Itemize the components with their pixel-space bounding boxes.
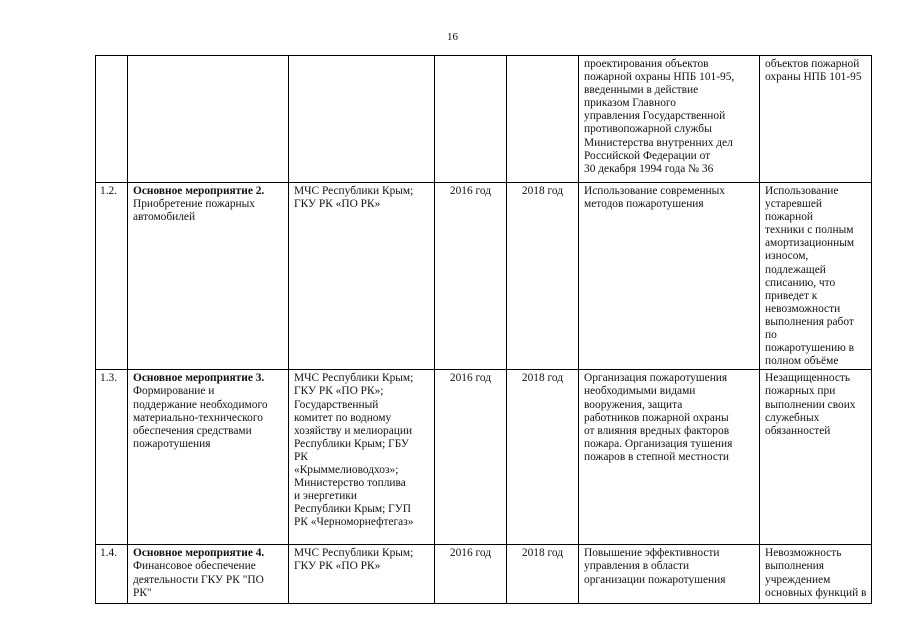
- start-year-cell: 2016 год: [435, 545, 507, 604]
- program-events-table: [95, 55, 872, 604]
- event-description: Формирование и поддержание необходимого материально-технического обеспечения средствами пожаротушения: [133, 385, 268, 450]
- start-year-cell: [435, 56, 507, 183]
- start-year-cell: 2016 год: [435, 370, 507, 545]
- row-number-cell: [96, 56, 128, 183]
- expected-result-cell: Организация пожаротушения необходимыми видами вооружения, защита работников пожарной охраны от влияния вредных факторов пожара. Организация тушения пожаров в степной местности: [579, 370, 760, 545]
- executor-cell: МЧС Республики Крым; ГКУ РК «ПО РК»: [289, 545, 435, 604]
- expected-result-cell: Повышение эффективности управления в области организации пожаротушения: [579, 545, 760, 604]
- table-row: [96, 183, 872, 370]
- start-year-cell: 2016 год: [435, 183, 507, 370]
- event-cell: [128, 183, 289, 370]
- event-description: Приобретение пожарных автомобилей: [133, 198, 255, 224]
- expected-result-cell: проектирования объектов пожарной охраны НПБ 101-95, введенными в действие приказом Главного управления Государственной противопожарной службы Министерства внутренних дел Российской Федерации от 30 декабря 1994 года № 36: [579, 56, 760, 183]
- end-year-cell: [507, 56, 579, 183]
- consequence-cell: Невозможность выполнения учреждением основных функций в: [760, 545, 872, 604]
- executor-cell: МЧС Республики Крым; ГКУ РК «ПО РК»: [289, 183, 435, 370]
- end-year-cell: 2018 год: [507, 183, 579, 370]
- event-description: Финансовое обеспечение деятельности ГКУ РК "ПО РК": [133, 560, 264, 599]
- end-year-cell: 2018 год: [507, 370, 579, 545]
- row-number-cell: 1.3.: [96, 370, 128, 545]
- page-number: 16: [447, 31, 458, 43]
- event-cell: [128, 370, 289, 545]
- executor-cell: МЧС Республики Крым; ГКУ РК «ПО РК»; Государственный комитет по водному хозяйству и мелиорации Республики Крым; ГБУ РК «Крыммелиоводхоз»; Министерство топлива и энергетики Республики Крым; ГУП РК «Черноморнефтегаз»: [289, 370, 435, 545]
- event-cell: [128, 56, 289, 183]
- consequence-cell: Использование устаревшей пожарной техники с полным амортизационным износом, подлежащей списанию, что приведет к невозможности выполнения работ по пожаротушению в полном объёме: [760, 183, 872, 370]
- consequence-cell: объектов пожарной охраны НПБ 101-95: [760, 56, 872, 183]
- row-number-cell: 1.2.: [96, 183, 128, 370]
- table-row: [96, 545, 872, 604]
- executor-cell: [289, 56, 435, 183]
- event-cell: [128, 545, 289, 604]
- consequence-cell: Незащищенность пожарных при выполнении своих служебных обязанностей: [760, 370, 872, 545]
- table-row: [96, 56, 872, 183]
- table-row: [96, 370, 872, 545]
- event-title: Основное мероприятие 3.: [133, 372, 265, 385]
- row-number-cell: 1.4.: [96, 545, 128, 604]
- event-title: Основное мероприятие 2.: [133, 185, 265, 197]
- end-year-cell: 2018 год: [507, 545, 579, 604]
- event-title: Основное мероприятие 4.: [133, 547, 265, 560]
- expected-result-cell: Использование современных методов пожаротушения: [579, 183, 760, 370]
